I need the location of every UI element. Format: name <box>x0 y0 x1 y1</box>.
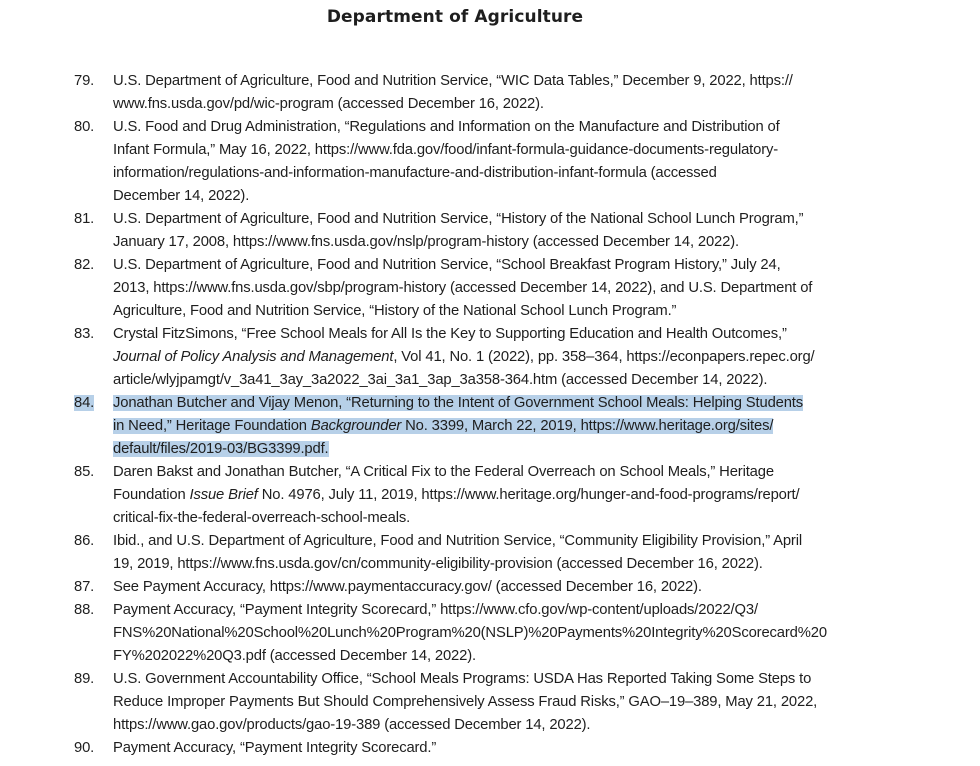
endnote-text[interactable] <box>113 668 840 737</box>
endnote-text[interactable] <box>113 208 840 254</box>
endnote-number <box>70 530 113 553</box>
endnote-text[interactable] <box>113 323 840 392</box>
endnote-number-label: 81. <box>74 211 95 227</box>
endnote-line: Daren Bakst and Jonathan Butcher, “A Critical Fix to the Federal Overreach on School Meals,” Heritage <box>113 464 774 480</box>
endnote-line: default/files/2019-03/BG3399.pdf. <box>113 441 329 457</box>
endnote-number <box>70 323 113 346</box>
endnote-81 <box>70 208 840 254</box>
endnote-83 <box>70 323 840 392</box>
endnote-number-label: 88. <box>74 602 95 618</box>
endnote-number <box>70 461 113 484</box>
endnote-90 <box>70 737 840 760</box>
endnote-number <box>70 668 113 691</box>
endnote-line: Infant Formula,” May 16, 2022, https://www.fda.gov/food/infant-formula-guidance-documents-regulatory- <box>113 142 779 158</box>
endnote-line: FNS%20National%20School%20Lunch%20Program%20(NSLP)%20Payments%20Integrity%20Scorecard%20 <box>113 625 827 641</box>
endnote-number-label: 90. <box>74 740 95 756</box>
endnote-line: Payment Accuracy, “Payment Integrity Scorecard,” https://www.cfo.gov/wp-content/uploads/2022/Q3/ <box>113 602 758 618</box>
endnote-number <box>70 576 113 599</box>
endnote-line: January 17, 2008, https://www.fns.usda.gov/nslp/program-history (accessed December 14, 2022). <box>113 234 739 250</box>
endnote-line: U.S. Department of Agriculture, Food and Nutrition Service, “School Breakfast Program History,” July 24, <box>113 257 781 273</box>
endnote-number-label: 87. <box>74 579 95 595</box>
endnote-text[interactable] <box>113 392 840 461</box>
endnote-number <box>70 737 113 760</box>
endnote-line: FY%202022%20Q3.pdf (accessed December 14, 2022). <box>113 648 476 664</box>
endnote-line: See Payment Accuracy, https://www.paymentaccuracy.gov/ (accessed December 16, 2022). <box>113 579 702 595</box>
endnote-85 <box>70 461 840 530</box>
endnote-text[interactable] <box>113 116 840 208</box>
endnotes-list <box>70 70 840 760</box>
endnote-number <box>70 254 113 277</box>
endnote-number-label: 80. <box>74 119 95 135</box>
endnote-line: Foundation Issue Brief No. 4976, July 11, 2019, https://www.heritage.org/hunger-and-food-programs/report/ <box>113 487 800 503</box>
endnote-line: Jonathan Butcher and Vijay Menon, “Returning to the Intent of Government School Meals: Helping Students <box>113 395 804 411</box>
endnote-number <box>70 599 113 622</box>
endnote-line: 2013, https://www.fns.usda.gov/sbp/program-history (accessed December 14, 2022), and U.S. Department of <box>113 280 813 296</box>
endnote-text[interactable] <box>113 70 840 116</box>
endnote-line: article/wlyjpamgt/v_3a41_3ay_3a2022_3ai_3a1_3ap_3a358-364.htm (accessed December 14, 2022). <box>113 372 768 388</box>
endnote-line: U.S. Department of Agriculture, Food and Nutrition Service, “History of the National School Lunch Program,” <box>113 211 804 227</box>
endnote-line: 19, 2019, https://www.fns.usda.gov/cn/community-eligibility-provision (accessed December 16, 2022). <box>113 556 763 572</box>
endnote-82 <box>70 254 840 323</box>
endnote-number <box>70 392 113 415</box>
endnote-88 <box>70 599 840 668</box>
endnote-text[interactable] <box>113 576 840 599</box>
endnote-line: www.fns.usda.gov/pd/wic-program (accessed December 16, 2022). <box>113 96 544 112</box>
endnote-number <box>70 70 113 93</box>
endnote-number-label: 79. <box>74 73 95 89</box>
endnote-number-label: 82. <box>74 257 95 273</box>
endnote-80 <box>70 116 840 208</box>
endnote-86 <box>70 530 840 576</box>
endnote-number-label: 89. <box>74 671 95 687</box>
endnote-text[interactable] <box>113 599 840 668</box>
endnote-line: Payment Accuracy, “Payment Integrity Scorecard.” <box>113 740 437 756</box>
endnote-text[interactable] <box>113 254 840 323</box>
endnote-number <box>70 208 113 231</box>
endnote-line: critical-fix-the-federal-overreach-school-meals. <box>113 510 411 526</box>
endnote-number-label: 86. <box>74 533 95 549</box>
endnote-text[interactable] <box>113 530 840 576</box>
endnote-line: Journal of Policy Analysis and Management, Vol 41, No. 1 (2022), pp. 358–364, https://econpapers.repec.org/ <box>113 349 815 365</box>
endnote-number-label: 83. <box>74 326 95 342</box>
endnote-number-label: 84. <box>74 395 95 411</box>
endnote-text[interactable] <box>113 737 840 760</box>
endnote-87 <box>70 576 840 599</box>
endnote-line: information/regulations-and-information-manufacture-and-distribution-infant-formula (accessed <box>113 165 717 181</box>
endnote-line: U.S. Department of Agriculture, Food and Nutrition Service, “WIC Data Tables,” December 9, 2022, https:// <box>113 73 793 89</box>
page-title: Department of Agriculture <box>326 7 584 27</box>
endnote-79 <box>70 70 840 116</box>
endnote-line: December 14, 2022). <box>113 188 250 204</box>
endnote-text[interactable] <box>113 461 840 530</box>
endnote-89 <box>70 668 840 737</box>
endnote-line: https://www.gao.gov/products/gao-19-389 (accessed December 14, 2022). <box>113 717 591 733</box>
endnote-number-label: 85. <box>74 464 95 480</box>
endnote-line: in Need,” Heritage Foundation Backgrounder No. 3399, March 22, 2019, https://www.heritage.org/sites/ <box>113 418 774 434</box>
endnote-line: U.S. Government Accountability Office, “School Meals Programs: USDA Has Reported Taking Some Steps to <box>113 671 812 687</box>
endnote-line: Agriculture, Food and Nutrition Service, “History of the National School Lunch Program.” <box>113 303 677 319</box>
endnote-line: Ibid., and U.S. Department of Agriculture, Food and Nutrition Service, “Community Eligibility Provision,” April <box>113 533 802 549</box>
endnote-line: U.S. Food and Drug Administration, “Regulations and Information on the Manufacture and Distribution of <box>113 119 780 135</box>
endnote-84 <box>70 392 840 461</box>
endnote-line: Crystal FitzSimons, “Free School Meals for All Is the Key to Supporting Education and Health Outcomes,” <box>113 326 787 342</box>
endnote-number <box>70 116 113 139</box>
endnote-line: Reduce Improper Payments But Should Comprehensively Assess Fraud Risks,” GAO–19–389, May 21, 2022, <box>113 694 818 710</box>
